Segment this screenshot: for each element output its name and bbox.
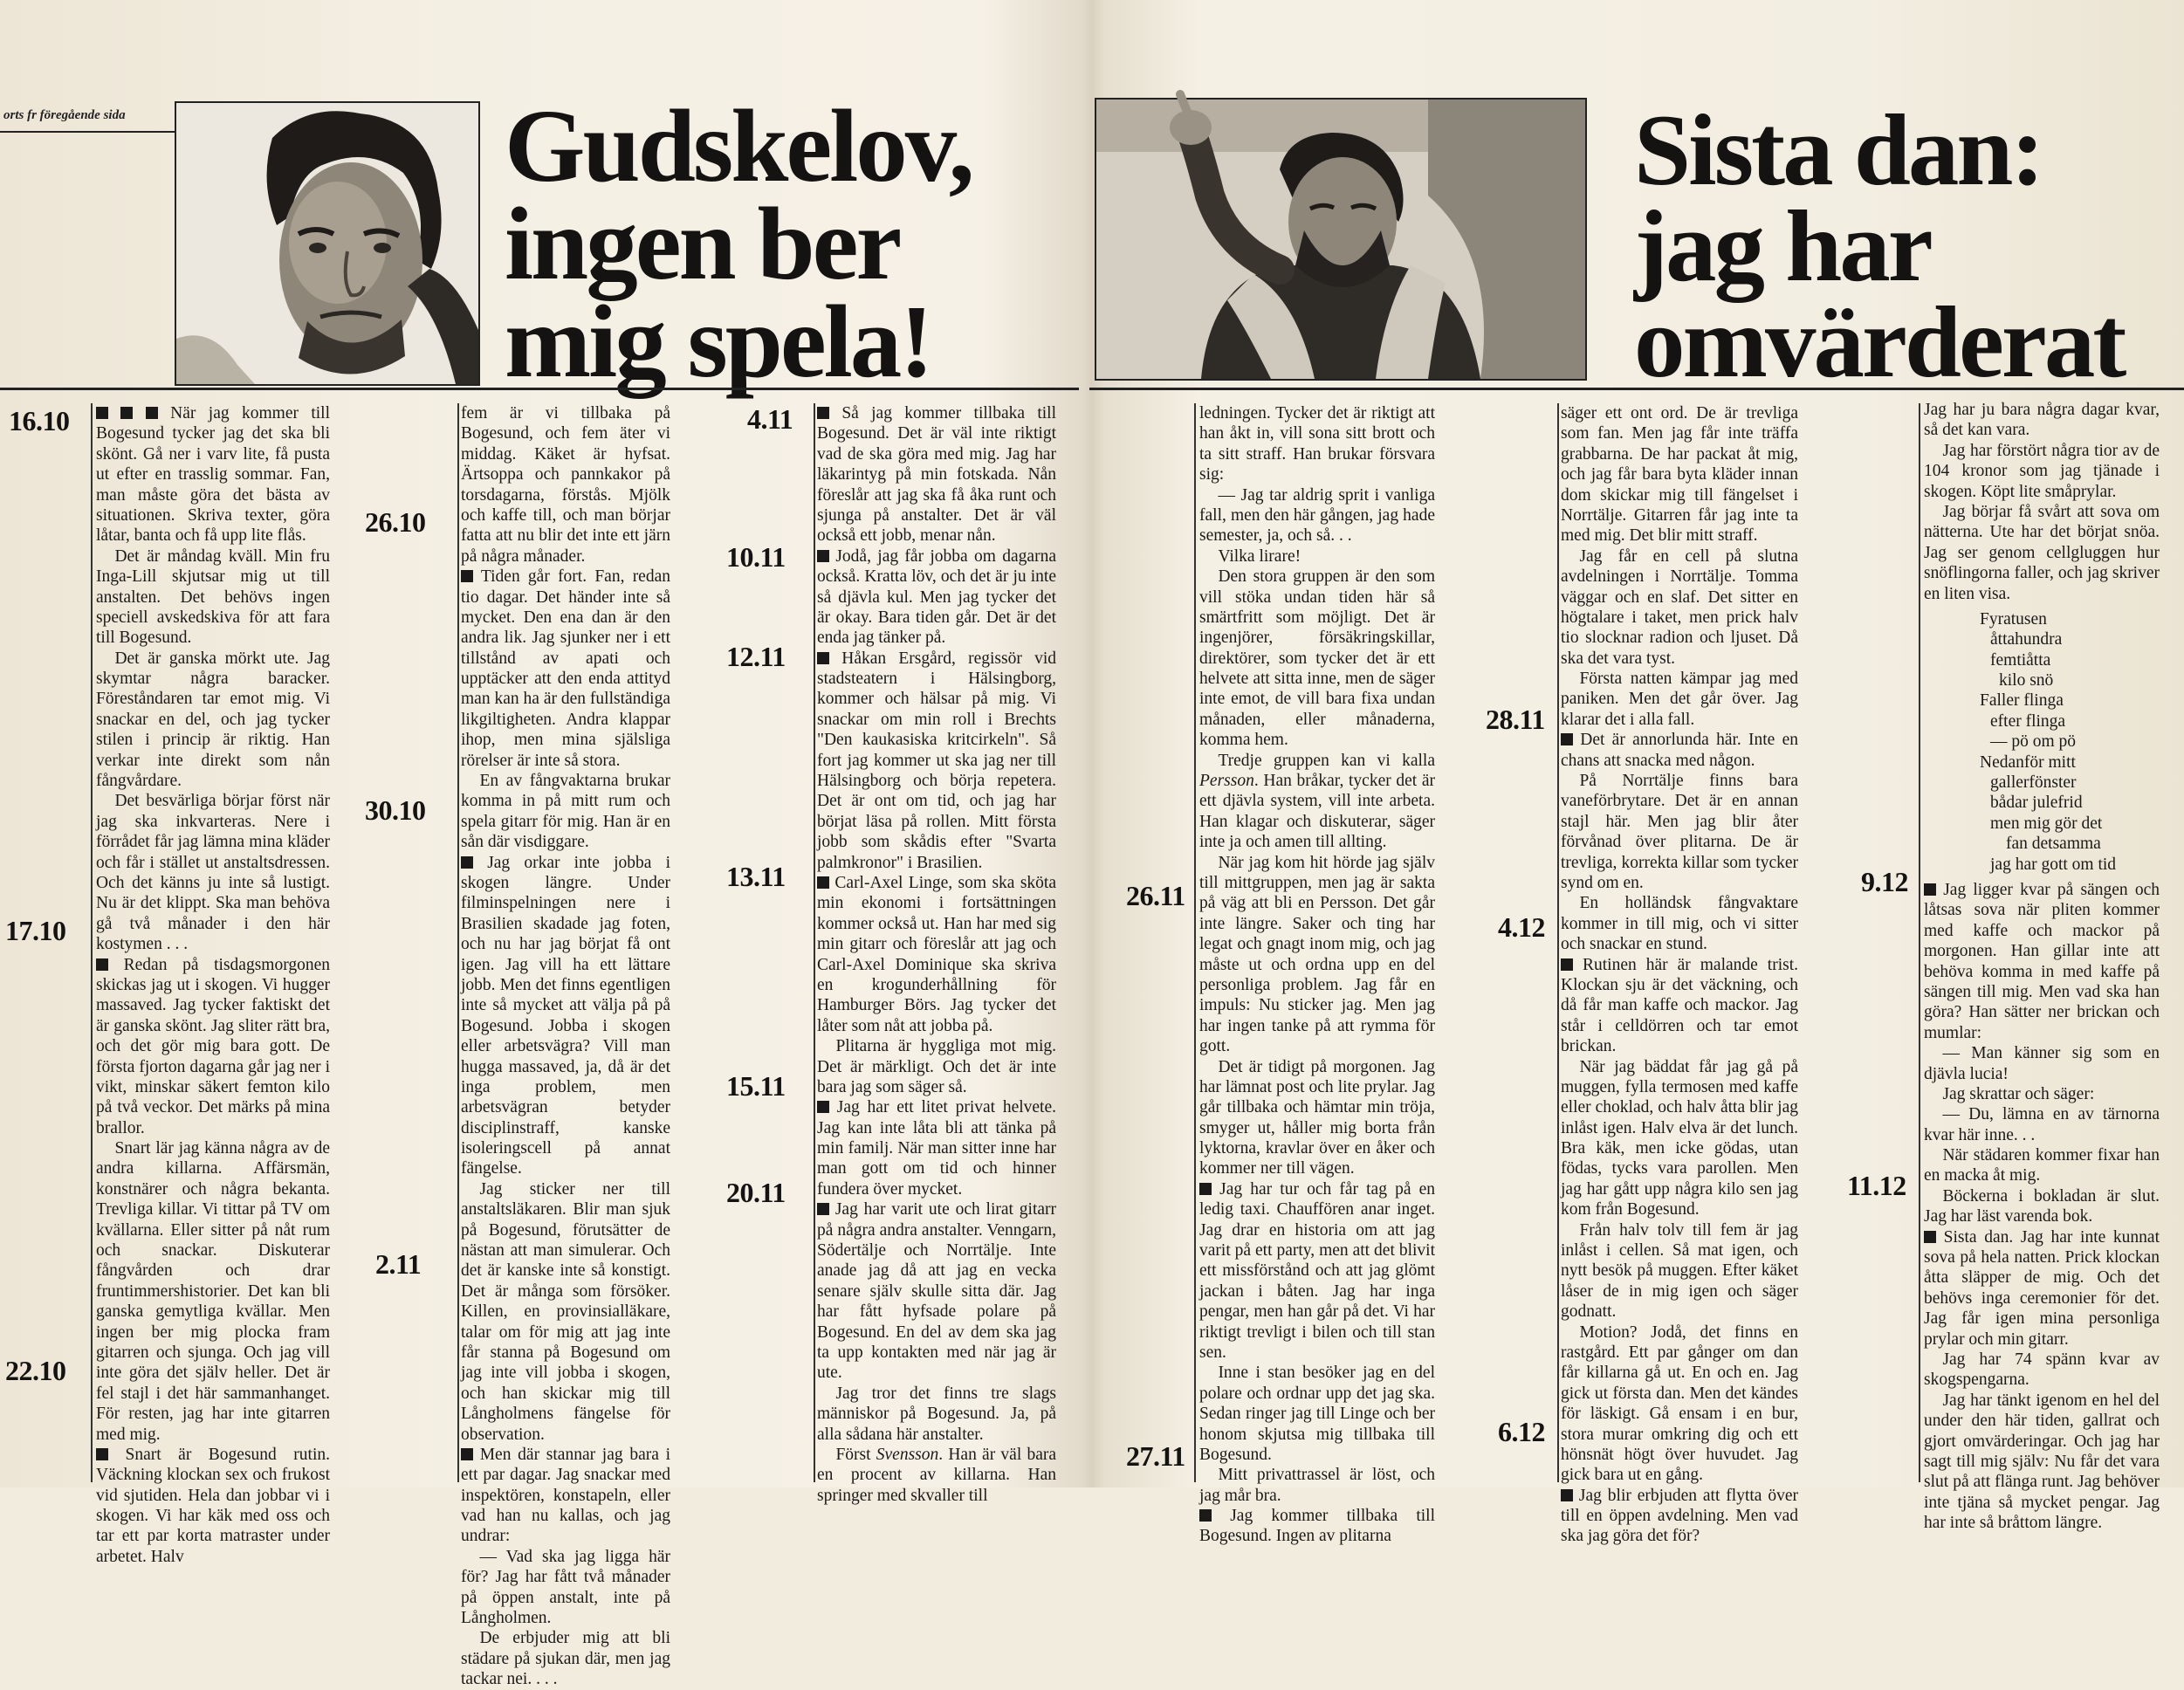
paragraph: Jag har ju bara några dagar kvar, så det kan vara. [1924, 401, 2160, 440]
poem-line: gallerfönster [1990, 773, 2077, 793]
bullet-square-icon [1561, 958, 1573, 971]
continued-rule [0, 131, 175, 133]
column-rule [457, 403, 459, 1482]
paragraph-text: Jag har ett litet privat helvete. Jag kan inte låta bli att tänka på min familj. När man sitter inne har man gott om tid och hinner fundera över mycket. [817, 1098, 1057, 1199]
paragraph [1924, 1227, 2160, 1350]
paragraph-text: Carl-Axel Linge, som ska sköta min ekonomi i fortsättningen kommer också ut. Han har med sig min gitarr och föreslår att jag och Carl-Axel Dominique ska skriva en krogunderhållning för Hamburger Börs. Jag tycker det låter som nåt att jobba på. [817, 873, 1056, 1035]
bullet-square-icon [96, 958, 108, 971]
date-label: 15.11 [726, 1070, 786, 1102]
paragraph: En holländsk fångvaktare kommer in till mig, och vi sitter och snackar en stund. [1561, 894, 1798, 954]
date-label: 2.11 [375, 1248, 422, 1280]
paragraph: — Man känner sig som en djävla lucia! [1924, 1044, 2160, 1083]
paragraph: Snart lär jag känna några av de andra killarna. Affärsmän, konstnärer och några bekanta. Trevliga killar. Vi tittar på TV om kvällarna. Eller sitter på nåt rum och snackar. Diskuterar fångvården och drar fruntimmershistorier. Det kan bli ganska gemytliga kvällar. Men ingen ber mig plocka fram gitarren och sjunga. Och jag vill inte göra det själv heller. Det är fel stajl i det här sammanhanget. För resten, jag har inte gitarren med mig. [96, 1139, 330, 1444]
article-column-left-1 [96, 403, 331, 1566]
paragraph: På Norrtälje finns bara vaneförbrytare. Det är en annan stajl här. Men jag blir åter förvånad över plitarna. De är trevliga, korrekta killar som tycker synd om en. [1561, 772, 1798, 892]
paragraph: När jag bäddat får jag gå på muggen, fylla termosen med kaffe eller choklad, och halv åtta blir jag inlåst igen. Halv elva är det lunch. Bra käk, men icke gödas, utan födas, tycks vara parollen. Men jag har gått upp några kilo sen jag kom från Bogesund. [1561, 1057, 1798, 1219]
date-label: 6.12 [1498, 1416, 1545, 1447]
paragraph [96, 403, 330, 546]
paragraph: Plitarna är hyggliga mot mig. Det är märkligt. Och det är inte bara jag som säger så. [817, 1037, 1056, 1096]
article-column-right-2 [1561, 403, 1799, 1546]
portrait-photo-left [175, 101, 480, 386]
poem-line: femtiåtta [1990, 650, 2051, 670]
headline-line: mig spela! [505, 283, 931, 399]
paragraph [817, 1097, 1056, 1199]
bullet-square-icon [817, 652, 829, 664]
paragraph: Jag har tänkt igenom en hel del under den här tiden, gallrat och gjort omvärderingar. Och jag har sagt till mig själv: Nu får det vara slut på att flänga runt. Jag behöver inte tjäna så mycket pengar. Jag har inte så bråttom längre. [1924, 1391, 2160, 1533]
column-rule [814, 403, 815, 1482]
paragraph-text: Tiden går fort. Fan, redan tio dagar. Det händer inte så mycket. Den ena dan är den andra lik. Jag sjunker ner i ett tillstånd av apati och upptäcker att den enda attityd man kan ha är den fullständiga likgiltigheten. Andra klappar ihop, men mina själsliga rörelser är inte så stora. [461, 567, 670, 770]
paragraph: fem är vi tillbaka på Bogesund, och fem äter vi middag. Käket är hyfsat. Ärtsoppa och pannkakor på torsdagarna, förstås. Mjölk och kaffe till, och man börjar fatta att nu blir det inte ett järn på några månader. [461, 404, 670, 566]
bullet-square-icon [817, 1203, 829, 1215]
paragraph-text: När jag kom hit hörde jag själv till mittgruppen, men jag är sakta på väg att bli en Persson. Det går inte längre. Saker och ting har legat och gnagt inom mig, och jag måste ut och ordna upp en del personliga problem. Jag får en impuls: Nu sticker jag. Men jag har ingen tanke på att rymma för gott. [1199, 853, 1435, 1056]
headline-line: Sista dan: [1634, 94, 2043, 207]
emphasis-name: Persson [1199, 772, 1254, 791]
date-label: 12.11 [726, 641, 786, 672]
poem-line: efter flinga [1990, 711, 2066, 731]
header-rule [0, 388, 1079, 390]
paragraph: — Du, lämna en av tärnorna kvar här inne. . . [1924, 1105, 2160, 1144]
bullet-square-icon [817, 876, 829, 889]
paragraph: Jag sticker ner till anstaltsläkaren. Blir man sjuk på Bogesund, förutsätter de nästan att man simulerar. Och det är kanske inte så konstigt. Det är många som försöker. Killen, en provinsialläkare, talar om för mig att jag inte får stanna på Bogesund om jag inte vill jobba i skogen, och han skickar mig till Långholmens fängelse för observation. [461, 1179, 670, 1444]
date-label: 11.12 [1847, 1170, 1906, 1201]
bullet-square-icon [461, 1448, 473, 1460]
paragraph [817, 649, 1056, 873]
continued-note: orts fr föregående sida [3, 108, 126, 122]
poem-line: — pö om pö [1990, 732, 2077, 752]
paragraph-text: När jag kommer till Bogesund tycker jag det ska bli skönt. Gå ner i varv lite, få pusta ut efter en trasslig sommar. Fan, man måste göra det bästa av situationen. Skriva texter, göra låtar, banta och få upp lite flås. [96, 404, 331, 546]
paragraph [1561, 1486, 1798, 1547]
headline-line: omvärderat [1634, 285, 2125, 399]
paragraph: säger ett ont ord. De är trevliga som fan. Men jag får inte träffa grabbarna. De har packat åt mig, och jag får bara byta kläder innan dom skickar mig till fängelset i Norrtälje. Gitarren får jag inte ta med mig. Det blir mitt straff. [1561, 404, 1798, 546]
bullet-square-icon [120, 407, 133, 419]
bullet-square-icon [461, 570, 473, 582]
paragraph-text: Jag orkar inte jobba i skogen längre. Under filminspelningen nere i Brasilien skadade jag foten, och nu har jag börjat få ont igen. Jag vill ha ett lättare jobb. Men det finns egentligen inte så mycket att välja på på Bogesund. Jobba i skogen eller arbetsvägra? Vill man hugga massaved, ja, då är det inga problem, men arbetsvägran betyder disciplinstraff, kanske isoleringscell på annat fängelse. [461, 853, 671, 1178]
paragraph: Jag tror det finns tre slags människor på Bogesund. Ja, på alla sådana här anstalter. [817, 1384, 1056, 1444]
date-label: 26.11 [1126, 880, 1185, 911]
paragraph-text: Jag har tur och får tag på en ledig taxi. Chauffören anar inget. Jag drar en historia om att jag varit på ett party, men att det blivit ett missförstånd och att jag glömt jackan i båten. Jag har inga pengar, men han går på det. Vi har riktigt trevligt i bilen och till stan sen. [1199, 1179, 1436, 1362]
bullet-square-icon [96, 407, 108, 419]
bullet-square-icon [1924, 1231, 1936, 1243]
date-label: 28.11 [1486, 704, 1545, 735]
paragraph: Jag skrattar och säger: [1942, 1084, 2095, 1103]
poem-line: Fyratusen [1980, 609, 2047, 629]
paragraph: Jag har 74 spänn kvar av skogspengarna. [1924, 1350, 2160, 1390]
paragraph [817, 873, 1056, 1036]
column-rule [1194, 403, 1196, 1482]
column-rule [1919, 403, 1920, 1482]
paragraph [461, 567, 670, 771]
article-column-right-1 [1199, 403, 1436, 1546]
paragraph-text: Jag ligger kvar på sängen och låtsas sova när pliten kommer med kaffe och mackor på morgonen. Han gillar inte att behöva komma in med kaffe på sängen till mig. Men vad ska han göra? Han sätter ner brickan och mumlar: [1924, 880, 2160, 1042]
paragraph [817, 1445, 1056, 1506]
header-rule [1089, 388, 2184, 390]
date-label: 27.11 [1126, 1440, 1185, 1472]
paragraph-text: Jag blir erbjuden att flytta över till en öppen avdelning. Men vad ska jag göra det för? [1561, 1486, 1798, 1546]
paragraph: De erbjuder mig att bli städare på sjukan där, men jag tackar nei. . . . [461, 1629, 670, 1689]
paragraph [96, 955, 330, 1139]
poem-line: kilo snö [1999, 671, 2054, 690]
paragraph-text: Jodå, jag får jobba om dagarna också. Kratta löv, och det är ju inte så djävla kul. Men jag tycker det är okay. Bara tiden går. Det är det enda jag tänker på. [817, 546, 1056, 648]
date-label: 26.10 [365, 506, 426, 538]
article-column-left-3 [817, 403, 1057, 1505]
bullet-square-icon [461, 856, 473, 869]
paragraph: Den stora gruppen är den som vill stöka undan tiden här så smärtfritt som möjligt. Det är ingenjörer, försäkringskillar, direktörer, som tycker det är ett helvete att sitta inne, men de säger inte emot, de vill bara fixa undan månaden, eller månaderna, komma hem. [1199, 567, 1435, 750]
date-label: 9.12 [1861, 866, 1908, 897]
headline-left [505, 88, 972, 399]
paragraph: Jag har förstört några tior av de 104 kronor som jag tjänade i skogen. Köpt lite småprylar. [1924, 441, 2160, 501]
bullet-square-icon [96, 1448, 108, 1460]
paragraph-text: Snart är Bogesund rutin. Väckning klockan sex och frukost vid sjutiden. Hela dan jobbar vi i skogen. Vi har käk med oss och tar ett par korta matraster under arbetet. Halv [96, 1445, 331, 1566]
date-label: 17.10 [5, 915, 66, 946]
paragraph: Det är ganska mörkt ute. Jag skymtar några baracker. Föreståndaren tar emot mig. Vi snackar en del, och jag tycker stilen i princip är riktig. Han verkar inte direkt som nån fångvårdare. [96, 649, 330, 791]
paragraph [817, 1199, 1056, 1384]
bullet-square-icon [817, 550, 829, 562]
poem-line: men mig gör det [1990, 814, 2103, 833]
paragraph [1199, 1179, 1435, 1364]
paragraph: Från halv tolv till fem är jag inlåst i cellen. Så mat igen, och nytt besök på muggen. Efter käket låser de in mig igen och säger godnatt. [1561, 1220, 1798, 1322]
headline-right [1634, 94, 2125, 399]
bullet-square-icon [1199, 1509, 1212, 1522]
bullet-square-icon [146, 407, 158, 419]
paragraph: En av fångvaktarna brukar komma in på mitt rum och spela gitarr för mig. Han är en sån där visdiggare. [461, 772, 670, 852]
bullet-square-icon [1561, 733, 1573, 745]
portrait-photo-right [1095, 98, 1587, 381]
paragraph: Böckerna i bokladan är slut. Jag har läst varenda bok. [1924, 1186, 2160, 1226]
poem [1980, 609, 2160, 875]
headline-line: jag har [1634, 189, 1931, 303]
date-label: 4.11 [747, 403, 793, 435]
headline-line: ingen ber [505, 185, 900, 301]
bullet-square-icon [817, 407, 829, 419]
poem-line: Faller flinga [1980, 691, 2064, 711]
paragraph [461, 1445, 670, 1547]
bullet-square-icon [1924, 883, 1936, 896]
paragraph-text: Håkan Ersgård, regissör vid stadsteatern i Hälsingborg, kommer och hälsar på mig. Vi snackar om min roll i Brechts "Den kaukasiska kritcirkeln". Så fort jag kommer ut ska jag ner till Hälsingborg och börja repetera. Det är ont om tid, och jag har börjat läsa på rollen. Mitt första jobb som skådis efter "Svarta palmkronor" i Brasilien. [817, 649, 1056, 872]
paragraph [1924, 880, 2160, 1043]
bullet-square-icon [817, 1101, 829, 1113]
date-label: 13.11 [726, 861, 786, 892]
paragraph [1561, 730, 1798, 771]
paragraph-text: . Han är väl bara en procent av killarna. Han springer med skvaller till [817, 1445, 1057, 1505]
date-label: 16.10 [9, 405, 70, 436]
paragraph [1199, 853, 1435, 1057]
paragraph-text: Rutinen här är malande trist. Klockan sju är det väckning, och då får man kaffe och mackor. Jag står i celldörren och tar emot brickan. [1561, 955, 1799, 1056]
date-label: 22.10 [5, 1355, 66, 1386]
emphasis-name: Svensson [876, 1445, 939, 1464]
article-column-left-2 [461, 403, 671, 1689]
date-label: 4.12 [1498, 911, 1545, 943]
paragraph [1199, 1506, 1435, 1547]
poem-line: bådar julefrid [1990, 793, 2083, 813]
paragraph: När städaren kommer fixar han en macka åt mig. [1924, 1146, 2160, 1185]
paragraph: Det är måndag kväll. Min fru Inga-Lill skjutsar mig ut till anstalten. Det behövs ingen speciell avskedskiva för att fara till Bogesund. [96, 546, 330, 648]
paragraph: Jag börjar få svårt att sova om nätterna. Ute har det börjat snöa. Jag ser genom cellgluggen hur snöflingorna faller, och jag skriver en liten visa. [1924, 502, 2160, 603]
paragraph-text: Jag kommer tillbaka till Bogesund. Ingen av plitarna [1199, 1507, 1435, 1546]
paragraph: Mitt privattrassel är löst, och jag mår bra. [1199, 1466, 1435, 1505]
paragraph: Det är tidigt på morgonen. Jag har lämnat post och lite prylar. Jag går tillbaka och hämtar min tröja, smyger ut, håller mig borta från lyktorna, kravlar över en åker och kommer ner till vägen. [1199, 1057, 1435, 1178]
paragraph: Första natten kämpar jag med paniken. Men det går över. Jag klarar det i alla fall. [1561, 670, 1798, 729]
paragraph-text: . Han bråkar, tycker det är ett djävla system, vill inte arbeta. Han klagar och diskuterar, säger inte ja och amen till allting. [1199, 772, 1435, 852]
paragraph: Inne i stan besöker jag en del polare och ordnar upp det jag ska. Sedan ringer jag till Linge och ber honom skjutsa mig tillbaka till Bogesund. [1199, 1364, 1435, 1464]
paragraph: — Vad ska jag ligga här för? Jag har fått två månader på öppen anstalt, inte på Långholmen. [461, 1547, 670, 1628]
date-label: 20.11 [726, 1177, 786, 1208]
paragraph: Det besvärliga börjar först när jag ska inkvarteras. Nere i förrådet får jag lämna mina kläder och får i stället ut anstaltsdressen. Och det känns ju inte så lustigt. Nu är det klippt. Ska man behöva gå två månader i den här kostymen . . . [96, 792, 330, 954]
poem-line: jag har gott om tid [1990, 855, 2117, 874]
paragraph [1199, 751, 1435, 853]
paragraph-text: Så jag kommer tillbaka till Bogesund. Det är väl inte riktigt vad de ska göra med mig. Jag har läkarintyg på min fotskada. Nån föreslår att jag ska få åka runt och sjunga på anstalter. Det är väl också ett jobb, menar nån. [817, 404, 1056, 546]
paragraph [1561, 955, 1798, 1057]
bullet-square-icon [1561, 1489, 1573, 1501]
portrait-image [1096, 100, 1585, 379]
bullet-square-icon [1199, 1183, 1212, 1195]
paragraph-text: Först [835, 1445, 871, 1464]
paragraph: Motion? Jodå, det finns en rastgård. Ett par gånger om dan får killarna gå ut. En och en. Jag gick ut första dan. Men det kändes för läskigt. Gå ensam i en bur, stora murar omkring dig och ett hönsnät högt över huvudet. Jag gick bara ut en gång. [1561, 1322, 1798, 1485]
poem-line: fan detsamma [2006, 835, 2101, 854]
paragraph-text: Sista dan. Jag har inte kunnat sova på hela natten. Prick klockan åtta släpper de mig. Och det behövs inga ceremonier för det. Jag får igen mina personliga prylar och min gitarr. [1924, 1227, 2160, 1349]
poem-line: åttahundra [1990, 630, 2063, 649]
headline-line: Gudskelov, [505, 88, 972, 203]
paragraph-text: Det är annorlunda här. Inte en chans att snacka med någon. [1561, 731, 1798, 770]
right-page [1089, 0, 2184, 1546]
paragraph-text: Redan på tisdagsmorgonen skickas jag ut i skogen. Vi hugger massaved. Jag tycker faktiskt det är ganska skönt. Jag sliter rätt bra, och det gör mig bara gott. De första fjorton dagarna går jag ner i vikt, minskar säkert femton kilo på två veckor. Det märks på mina brallor. [96, 955, 331, 1137]
paragraph [96, 1445, 330, 1567]
paragraph-text: Jag har varit ute och lirat gitarr på några andra anstalter. Venngarn, Södertälje och Norrtälje. Inte anade jag då att jag en vecka senare själv skulle sitta där. Jag har fått hyfsade polare på Bogesund. En del av dem ska jag ta upp kontakten med när jag är ute. [817, 1200, 1057, 1383]
poem-line: Nedanför mitt [1980, 752, 2076, 772]
paragraph-text: Men där stannar jag bara i ett par dagar. Jag snackar med inspektören, konstapeln, eller vad han nu kallas, och jag undrar: [461, 1445, 671, 1546]
paragraph: — Jag tar aldrig sprit i vanliga fall, men den här gången, jag hade semester, ja, och så. . . [1199, 485, 1435, 546]
column-rule [1557, 403, 1559, 1482]
date-label: 10.11 [726, 541, 786, 573]
paragraph [817, 403, 1056, 546]
column-rule [91, 403, 93, 1482]
portrait-image [176, 103, 478, 384]
article-column-right-3 [1924, 400, 2160, 1533]
paragraph: ledningen. Tycker det är riktigt att han åkt in, vill sona sitt brott och ta sitt straff. Han brukar försvara sig: [1199, 404, 1435, 484]
paragraph [817, 546, 1056, 649]
left-page [0, 0, 1079, 1689]
paragraph-text: Tredje gruppen kan vi kalla [1218, 751, 1435, 770]
paragraph: Vilka lirare! [1218, 546, 1301, 566]
paragraph [461, 853, 670, 1179]
paragraph: Jag får en cell på slutna avdelningen i Norrtälje. Tomma väggar och en slaf. Det sitter en högtalare i taket, men prick halv tio slocknar radion och ljuset. Då ska det vara tyst. [1561, 546, 1798, 668]
date-label: 30.10 [365, 794, 426, 826]
